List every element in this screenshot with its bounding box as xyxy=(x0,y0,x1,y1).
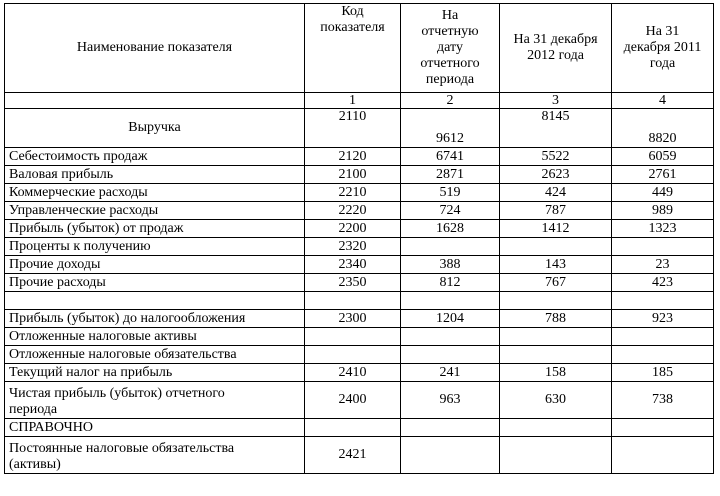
header-dec-2012: На 31 декабря 2012 года xyxy=(500,4,612,93)
header-dec-2011: На 31 декабря 2011 года xyxy=(612,4,714,93)
column-number: 1 xyxy=(305,93,401,109)
row-code xyxy=(305,292,401,310)
row-code: 2410 xyxy=(305,364,401,382)
row-value-2012: 158 xyxy=(500,364,612,382)
row-code: 2120 xyxy=(305,148,401,166)
row-name: Прибыль (убыток) от продаж xyxy=(5,220,305,238)
table-row xyxy=(5,274,714,292)
row-value-2011 xyxy=(612,419,714,437)
row-value-2012: 2623 xyxy=(500,166,612,184)
row-value-current: 388 xyxy=(401,256,500,274)
financial-report-sheet xyxy=(4,3,714,474)
row-value-current: 963 xyxy=(401,382,500,419)
row-name: Управленческие расходы xyxy=(5,202,305,220)
row-code: 2340 xyxy=(305,256,401,274)
column-number-blank xyxy=(5,93,305,109)
table-row xyxy=(5,238,714,256)
row-value-2011 xyxy=(612,437,714,474)
row-value-2012: 788 xyxy=(500,310,612,328)
row-value-2011: 185 xyxy=(612,364,714,382)
row-code: 2421 xyxy=(305,437,401,474)
row-code xyxy=(305,346,401,364)
row-value-current: 9612 xyxy=(401,109,500,148)
table-row xyxy=(5,437,714,474)
row-name: Валовая прибыль xyxy=(5,166,305,184)
row-name: Прочие доходы xyxy=(5,256,305,274)
row-value-current: 812 xyxy=(401,274,500,292)
row-code: 2210 xyxy=(305,184,401,202)
row-value-2012 xyxy=(500,328,612,346)
row-value-2012: 8145 xyxy=(500,109,612,148)
row-value-2012: 5522 xyxy=(500,148,612,166)
table-row-spacer xyxy=(5,292,714,310)
row-name xyxy=(5,292,305,310)
row-value-2011: 449 xyxy=(612,184,714,202)
header-code: Код показателя xyxy=(305,4,401,93)
table-row xyxy=(5,184,714,202)
row-value-2011: 738 xyxy=(612,382,714,419)
row-value-2012 xyxy=(500,292,612,310)
row-value-2012 xyxy=(500,437,612,474)
row-value-2011: 8820 xyxy=(612,109,714,148)
row-name: СПРАВОЧНО xyxy=(5,419,305,437)
table-header-row xyxy=(5,4,714,93)
row-value-2011: 923 xyxy=(612,310,714,328)
row-value-current xyxy=(401,346,500,364)
row-code xyxy=(305,419,401,437)
table-row xyxy=(5,109,714,148)
row-value-current: 724 xyxy=(401,202,500,220)
row-name: Проценты к получению xyxy=(5,238,305,256)
row-value-current xyxy=(401,437,500,474)
row-value-2012: 1412 xyxy=(500,220,612,238)
row-code: 2110 xyxy=(305,109,401,148)
row-name: Прочие расходы xyxy=(5,274,305,292)
row-value-2011: 2761 xyxy=(612,166,714,184)
row-value-2012: 767 xyxy=(500,274,612,292)
row-value-2011 xyxy=(612,238,714,256)
table-row xyxy=(5,202,714,220)
row-name: Прибыль (убыток) до налогообложения xyxy=(5,310,305,328)
table-row xyxy=(5,310,714,328)
row-name: Себестоимость продаж xyxy=(5,148,305,166)
row-name: Чистая прибыль (убыток) отчетного периода xyxy=(5,382,305,419)
row-value-current xyxy=(401,328,500,346)
row-code: 2300 xyxy=(305,310,401,328)
column-number: 2 xyxy=(401,93,500,109)
row-value-2011 xyxy=(612,328,714,346)
row-value-2011: 23 xyxy=(612,256,714,274)
column-number: 4 xyxy=(612,93,714,109)
row-code: 2220 xyxy=(305,202,401,220)
row-value-current: 2871 xyxy=(401,166,500,184)
row-value-2012 xyxy=(500,238,612,256)
row-value-current: 6741 xyxy=(401,148,500,166)
row-value-2011: 989 xyxy=(612,202,714,220)
row-value-2011 xyxy=(612,346,714,364)
row-value-current xyxy=(401,292,500,310)
table-row xyxy=(5,346,714,364)
table-row xyxy=(5,382,714,419)
row-name: Коммерческие расходы xyxy=(5,184,305,202)
row-name: Отложенные налоговые активы xyxy=(5,328,305,346)
row-value-current xyxy=(401,419,500,437)
table-row xyxy=(5,328,714,346)
table-row xyxy=(5,364,714,382)
row-name: Отложенные налоговые обязательства xyxy=(5,346,305,364)
row-value-2011: 423 xyxy=(612,274,714,292)
row-value-2012 xyxy=(500,419,612,437)
row-code xyxy=(305,328,401,346)
row-value-2012: 630 xyxy=(500,382,612,419)
table-row xyxy=(5,220,714,238)
row-code: 2200 xyxy=(305,220,401,238)
row-name: Постоянные налоговые обязательства (активы) xyxy=(5,437,305,474)
table-row xyxy=(5,166,714,184)
table-row xyxy=(5,148,714,166)
column-number: 3 xyxy=(500,93,612,109)
table-row xyxy=(5,256,714,274)
row-value-2012: 424 xyxy=(500,184,612,202)
row-value-2012: 787 xyxy=(500,202,612,220)
row-value-2012: 143 xyxy=(500,256,612,274)
row-value-current: 1204 xyxy=(401,310,500,328)
row-code: 2100 xyxy=(305,166,401,184)
row-value-current xyxy=(401,238,500,256)
row-value-current: 519 xyxy=(401,184,500,202)
row-code: 2400 xyxy=(305,382,401,419)
row-value-2011: 1323 xyxy=(612,220,714,238)
row-value-2012 xyxy=(500,346,612,364)
income-statement-table xyxy=(4,3,714,474)
row-code: 2350 xyxy=(305,274,401,292)
row-code: 2320 xyxy=(305,238,401,256)
row-value-2011: 6059 xyxy=(612,148,714,166)
row-value-2011 xyxy=(612,292,714,310)
row-name: Текущий налог на прибыль xyxy=(5,364,305,382)
table-row xyxy=(5,419,714,437)
row-name: Выручка xyxy=(5,109,305,148)
row-value-current: 241 xyxy=(401,364,500,382)
header-name: Наименование показателя xyxy=(5,4,305,93)
header-current-period: На отчетную дату отчетного периода xyxy=(401,4,500,93)
column-numbers-row xyxy=(5,93,714,109)
row-value-current: 1628 xyxy=(401,220,500,238)
